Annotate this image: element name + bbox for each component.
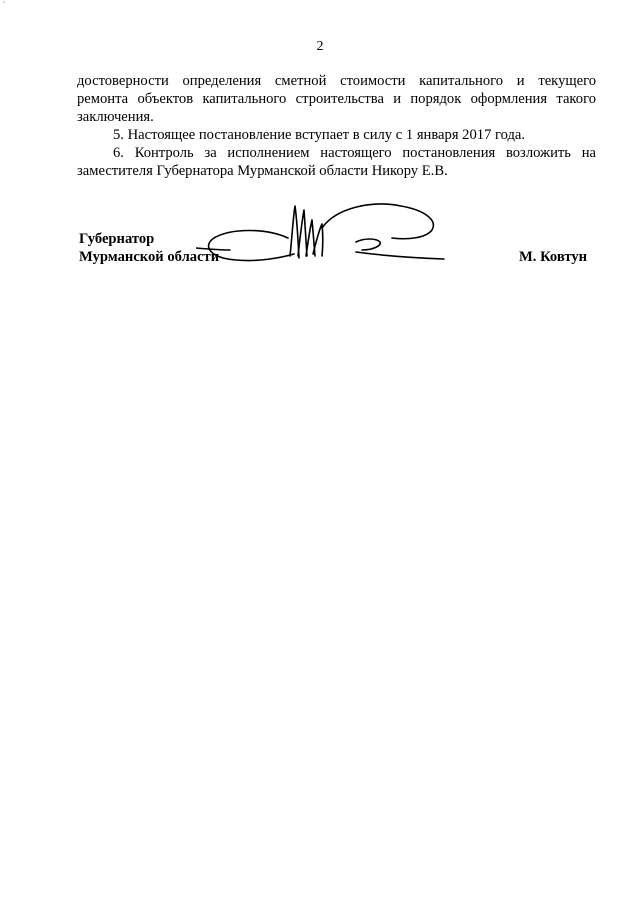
paragraph-6-line-2: заместителя Губернатора Мурманской области Никору Е.В. xyxy=(77,163,448,179)
signatory-name: М. Ковтун xyxy=(519,249,588,265)
signatory-title-line-1: Губернатор xyxy=(79,231,155,247)
body-line-3: заключения. xyxy=(77,109,154,125)
page-number: 2 xyxy=(316,39,324,54)
body-line-1: достоверности определения сметной стоимости капитального и текущего xyxy=(77,73,596,89)
handwritten-signature xyxy=(196,198,458,270)
paragraph-5: 5. Настоящее постановление вступает в силу с 1 января 2017 года. xyxy=(113,127,526,143)
signatory-title-line-2: Мурманской области xyxy=(79,249,220,265)
body-line-2: ремонта объектов капитального строительства и порядок оформления такого xyxy=(77,91,596,107)
corner-mark: ˇ xyxy=(3,2,5,8)
paragraph-6-line-1: 6. Контроль за исполнением настоящего постановления возложить на xyxy=(113,145,596,161)
